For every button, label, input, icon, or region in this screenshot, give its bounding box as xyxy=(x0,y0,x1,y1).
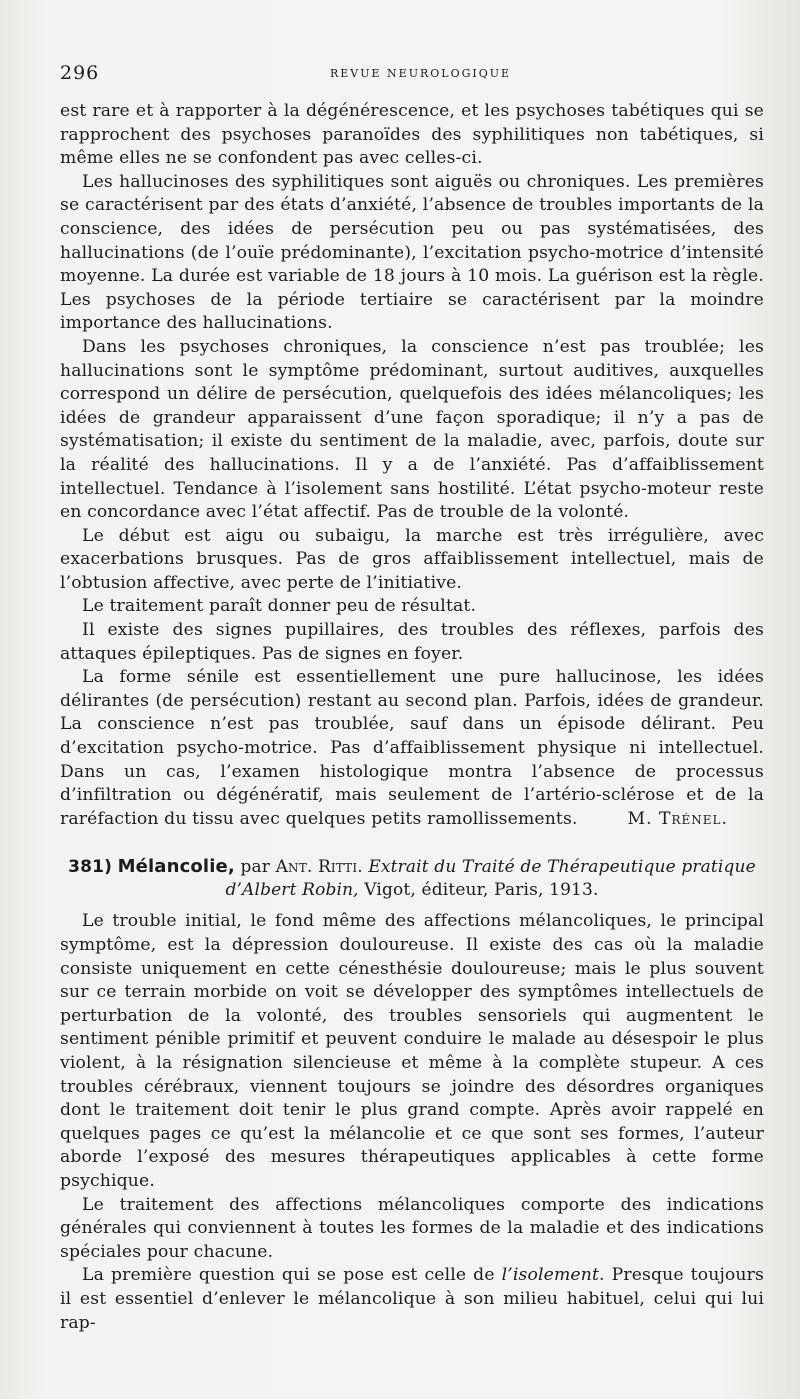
paragraph-text: La première question qui se pose est celle de xyxy=(82,1265,502,1286)
emphasis-text: l’isolement. xyxy=(501,1265,605,1286)
article-author: Ant. Ritti. xyxy=(275,857,363,878)
paragraph: Le trouble initial, le fond même des affections mélancoliques, le principal symptôme, est la dépression douloureuse. Il existe des cas où la maladie consiste uniquement en cette cénesthésie douloureuse; mais le plus souvent sur ce terrain morbide on voit se développer des symptômes intellectuels de perturbation de la volonté, des troubles sensoriels qui augmentent le sentiment pénible primitif et peuvent conduire le malade au désespoir le plus violent, à la résignation silencieuse et même à la complète stupeur. A ces troubles cérébraux, viennent toujours se joindre des désordres organiques dont le traitement doit tenir le plus grand compte. Après avoir rappelé en quelques pages ce qu’est la mélancolie et ce que sont ses formes, l’auteur aborde l’exposé des mesures thérapeutiques applicables à cette forme psychique. xyxy=(60,911,764,1191)
paragraph: Le début est aigu ou subaigu, la marche est très irrégulière, avec exacerbations brusques. Pas de gros affaiblissement intellectuel, mais de l’obtusion affective, avec perte de l’initiative. xyxy=(60,525,764,593)
paragraph: Le traitement paraît donner peu de résultat. xyxy=(82,596,477,617)
article-source: Extrait du Traité de Thérapeutique pratique d’Albert Robin, xyxy=(225,857,756,901)
paragraph xyxy=(60,666,764,831)
paragraph: Dans les psychoses chroniques, la conscience n’est pas troublée; les hallucinations sont le symptôme prédominant, surtout auditives, auxquelles correspond un délire de persécution, quelquefois des idées mélancoliques; les idées de grandeur apparaissent d’une façon sporadique; il n’y a pas de systématisation; il existe du sentiment de la maladie, avec, parfois, doute sur la réalité des hallucinations. Il y a de l’anxiété. Pas d’affaiblissement intellectuel. Tendance à l’isolement sans hostilité. L’état psycho-moteur reste en concordance avec l’état affectif. Pas de trouble de la volonté. xyxy=(60,336,764,523)
body-text xyxy=(60,100,764,1335)
paragraph xyxy=(60,1264,764,1335)
article-publisher: Vigot, éditeur, Paris, 1913. xyxy=(364,880,599,901)
article-number: 381) xyxy=(68,857,112,878)
article-by: par xyxy=(240,857,271,878)
paragraph: Les hallucinoses des syphilitiques sont aiguës ou chroniques. Les premières se caractérisent par des états d’anxiété, l’absence de troubles importants de la conscience, des idées de persécution peu ou pas systématisées, des hallucinations (de l’ouïe prédominante), l’excitation psycho-motrice d’intensité moyenne. La durée est variable de 18 jours à 10 mois. La guérison est la règle. Les psychoses de la période tertiaire se caractérisent par la moindre importance des hallucinations. xyxy=(60,171,764,334)
article-title: Mélancolie, xyxy=(117,856,235,878)
paragraph-text: La forme sénile est essentiellement une pure hallucinose, les idées délirantes (de persécution) restant au second plan. Parfois, idées de grandeur. La conscience n’est pas troublée, sauf dans un épisode délirant. Peu d’excitation psycho-motrice. Pas d’affaiblissement physique ni intellectuel. Dans un cas, l’examen histologique montra l’absence de processus d’infiltration ou dégénératif, mais seulement de l’artério-sclérose et de la raréfaction du tissu avec quelques petits ramollissements. xyxy=(60,667,764,829)
paragraph-text: Presque toujours il est essentiel d’enlever le mélancolique à son milieu habituel, celui qui lui rap- xyxy=(60,1265,764,1333)
article-heading xyxy=(60,855,764,902)
page-header xyxy=(60,62,760,88)
paragraph: est rare et à rapporter à la dégénérescence, et les psychoses tabétiques qui se rapprochent des psychoses paranoïdes des syphilitiques non tabétiques, si même elles ne se confondent pas avec celles-ci. xyxy=(60,101,764,169)
running-head: REVUE NEUROLOGIQUE xyxy=(330,67,512,80)
paragraph: Il existe des signes pupillaires, des troubles des réflexes, parfois des attaques épileptiques. Pas de signes en foyer. xyxy=(60,620,764,664)
paragraph: Le traitement des affections mélancoliques comporte des indications générales qui conviennent à toutes les formes de la maladie et des indications spéciales pour chacune. xyxy=(60,1194,764,1262)
page-number: 296 xyxy=(60,62,100,84)
author-signature: M. Trénel. xyxy=(627,808,728,829)
